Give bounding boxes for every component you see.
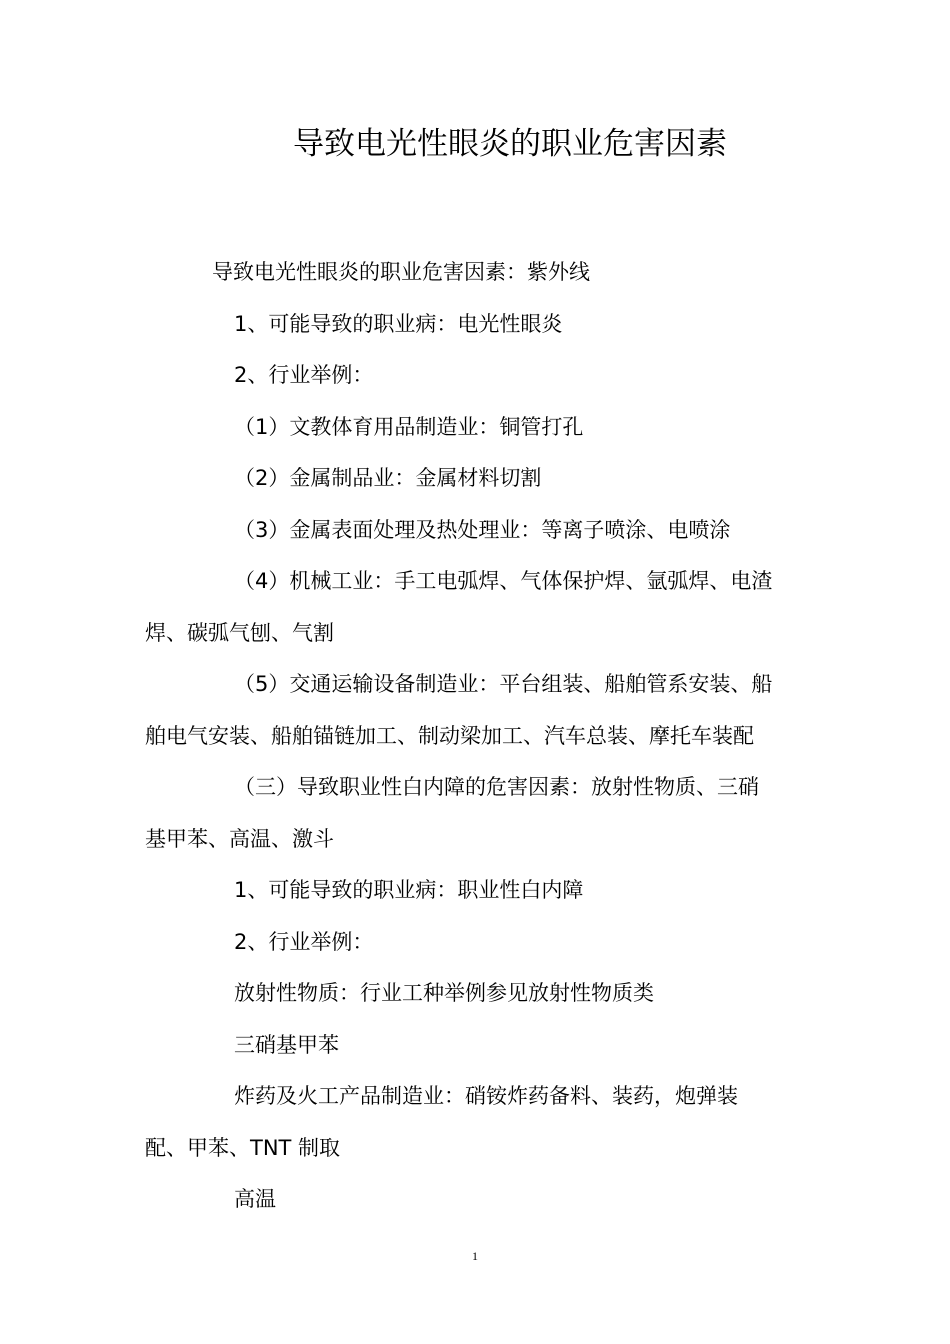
paragraph-tnt-heading: 三硝基甲苯 xyxy=(234,1032,339,1057)
paragraph-example-2: （2）金属制品业：金属材料切割 xyxy=(234,466,542,490)
page-number: 1 xyxy=(472,1249,478,1263)
paragraph-example-1: （1）文教体育用品制造业：铜管打孔 xyxy=(234,414,584,439)
paragraph-example-4: （4）机械工业：手工电弧焊、气体保护焊、氩弧焊、电渣 xyxy=(234,569,773,593)
paragraph-radioactive: 放射性物质：行业工种举例参见放射性物质类 xyxy=(234,981,654,1005)
paragraph-industry-examples-2: 2、行业举例： xyxy=(234,929,374,954)
paragraph-example-5-cont: 舶电气安装、船舶锚链加工、制动梁加工、汽车总装、摩托车装配 xyxy=(145,723,754,748)
paragraph-example-5: （5）交通运输设备制造业：平台组装、船舶管系安装、船 xyxy=(234,672,773,696)
paragraph-industry-examples-1: 2、行业举例： xyxy=(234,363,374,387)
paragraph-example-3: （3）金属表面处理及热处理业：等离子喷涂、电喷涂 xyxy=(234,517,731,542)
paragraph-explosives-cont: 配、甲苯、TNT 制取 xyxy=(145,1135,341,1160)
paragraph-high-temp: 高温 xyxy=(234,1187,276,1211)
document-title: 导致电光性眼炎的职业危害因素 xyxy=(293,126,727,162)
paragraph-hazard-uv: 导致电光性眼炎的职业危害因素：紫外线 xyxy=(212,260,590,284)
paragraph-disease-1: 1、可能导致的职业病：电光性眼炎 xyxy=(234,311,563,336)
document-body xyxy=(145,247,810,1226)
paragraph-example-4-cont: 焊、碳弧气刨、气割 xyxy=(145,620,334,645)
paragraph-cataract-hazards-cont: 基甲苯、高温、激斗 xyxy=(145,826,334,851)
paragraph-disease-2: 1、可能导致的职业病：职业性白内障 xyxy=(234,878,584,902)
paragraph-cataract-hazards: （三）导致职业性白内障的危害因素：放射性物质、三硝 xyxy=(234,775,759,799)
paragraph-explosives: 炸药及火工产品制造业：硝铵炸药备料、装药，炮弹装 xyxy=(234,1084,738,1108)
